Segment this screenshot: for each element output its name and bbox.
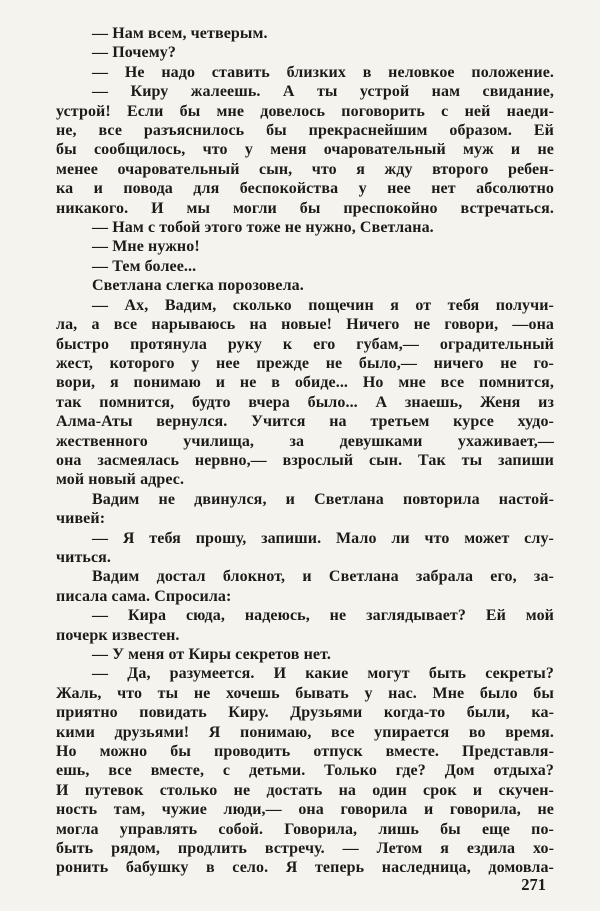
text-line: ность там, чужие люди,— она говорила и говорила, не xyxy=(56,801,554,819)
text-line: жест, которого у нее прежде не было,— ничего не го- xyxy=(56,354,554,372)
text-line: читься. xyxy=(56,548,112,566)
text-line: Но можно бы проводить отпуск вместе. Представля- xyxy=(56,743,554,761)
text-line: жественного училища, за девушками ухаживает,— xyxy=(56,432,554,450)
text-line: — Нам с тобой этого тоже не нужно, Светлана. xyxy=(92,219,434,237)
text-line: Жаль, что ты не хочешь бывать у нас. Мне было бы xyxy=(56,684,554,702)
text-line: — Кира сюда, надеюсь, не заглядывает? Ей мой xyxy=(92,607,554,625)
text-line: так помнится, будто вчера было... А знаешь, Женя из xyxy=(56,393,554,411)
text-line: мой новый адрес. xyxy=(56,471,185,489)
text-line: Вадим достал блокнот, и Светлана забрала его, за- xyxy=(92,568,554,586)
page-text xyxy=(56,24,554,878)
text-line: Алма-Аты вернулся. Учится на третьем курсе худо- xyxy=(56,413,554,431)
text-line: — Нам всем, четверым. xyxy=(92,25,268,42)
text-line: ронить бабушку в село. Я теперь наследница, домовла- xyxy=(56,859,554,877)
text-line: вори, я понимаю и не в обиде... Но мне все помнится, xyxy=(56,374,554,392)
text-line: быстро протянула руку к его губам,— оградительный xyxy=(56,335,554,353)
text-line: — У меня от Киры секретов нет. xyxy=(92,646,331,663)
text-line: — Не надо ставить близких в неловкое положение. xyxy=(92,63,554,81)
text-line: устрой! Если бы мне довелось поговорить с ней наеди- xyxy=(56,102,554,120)
text-line: И путевок столько не достать на один срок и скучен- xyxy=(56,781,554,799)
text-line: могла управлять собой. Говорила, лишь бы еще по- xyxy=(56,820,554,838)
text-line: — Ах, Вадим, сколько пощечин я от тебя получи- xyxy=(92,296,554,314)
page-number: 271 xyxy=(521,875,546,894)
text-line: Светлана слегка порозовела. xyxy=(92,277,304,295)
text-line: — Почему? xyxy=(92,44,176,62)
text-line: чивей: xyxy=(56,510,106,528)
text-line: бы сообщилось, что у меня очаровательный муж и не xyxy=(56,141,554,159)
text-line: кими друзьями! Я понимаю, все упирается во время. xyxy=(56,723,554,741)
text-line: Вадим не двинулся, и Светлана повторила настой- xyxy=(92,490,554,508)
text-line: быть рядом, продлить встречу. — Летом я ездила хо- xyxy=(56,840,554,858)
text-line: писала сама. Спросила: xyxy=(56,587,232,605)
text-line: — Да, разумеется. И какие могут быть секреты? xyxy=(92,665,554,683)
text-line: ешь, все вместе, с детьми. Только где? Дом отдыха? xyxy=(56,762,554,780)
text-line: — Тем более... xyxy=(92,257,197,275)
text-line: ка и повода для беспокойства у нее нет абсолютно xyxy=(56,180,554,198)
text-line: — Киру жалеешь. А ты устрой нам свидание, xyxy=(92,83,554,101)
text-line: она засмеялась нервно,— взрослый сын. Так ты запиши xyxy=(56,451,554,469)
text-line: приятно повидать Киру. Друзьями когда-то были, ка- xyxy=(56,704,554,722)
text-line: ла, а все нарываюсь на новые! Ничего не говори, —она xyxy=(56,316,554,334)
text-line: почерк известен. xyxy=(56,626,180,644)
text-line: никакого. И мы могли бы преспокойно встречаться. xyxy=(56,199,554,217)
text-line: — Мне нужно! xyxy=(92,238,200,256)
text-line: — Я тебя прошу, запиши. Мало ли что может слу- xyxy=(92,529,554,547)
text-line: не, все разъяснилось бы прекраснейшим образом. Ей xyxy=(56,122,554,140)
text-line: менее очаровательный сын, что я жду второго ребен- xyxy=(56,160,554,178)
